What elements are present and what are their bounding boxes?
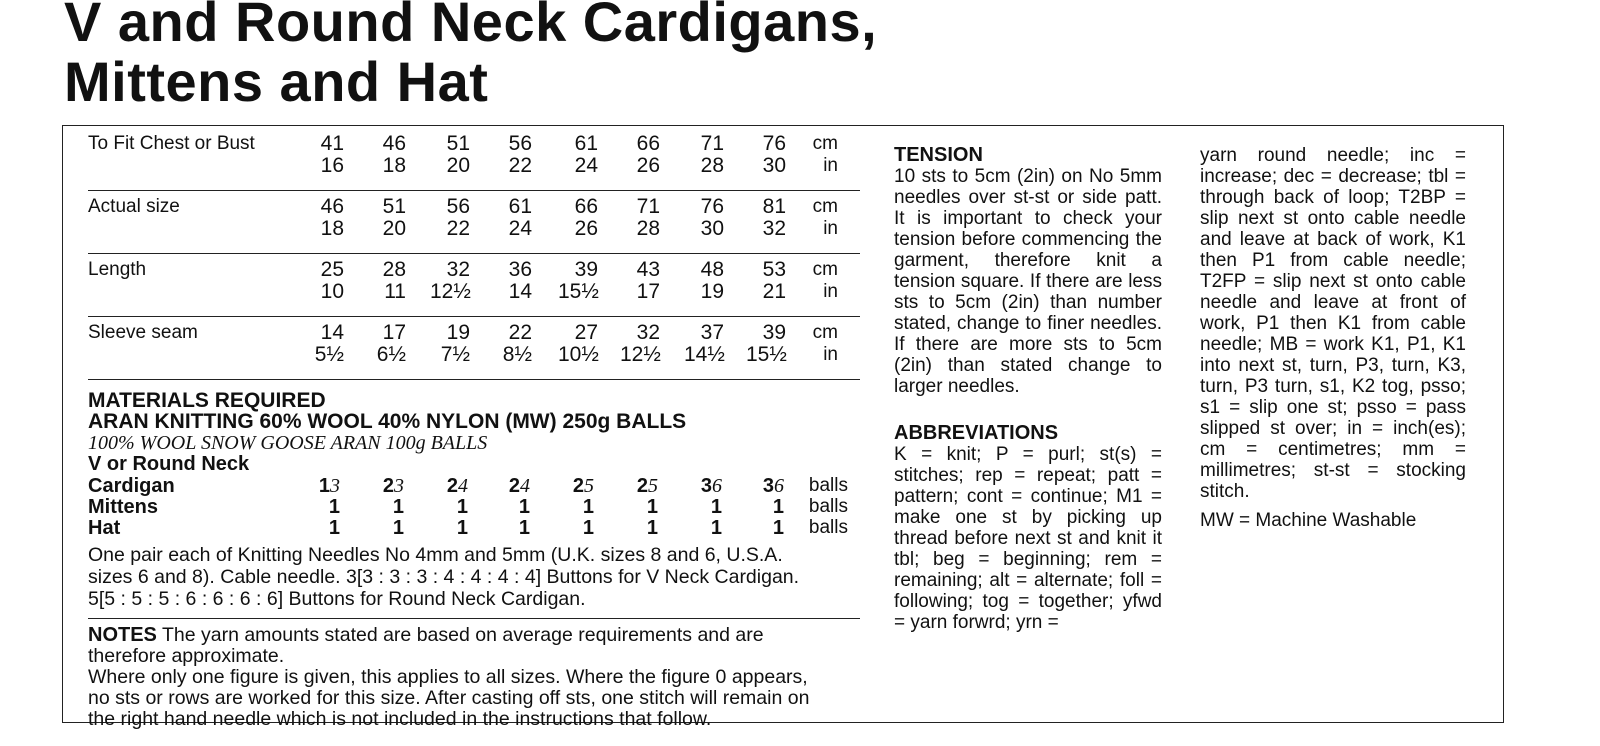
quantity-value [618,496,658,519]
size-value-in: 24 [574,154,598,177]
size-value-in: 5½ [314,343,344,366]
size-value-cm: 81 [762,195,786,218]
size-value-in: 11 [384,280,406,303]
size-value-in: 15½ [746,343,787,366]
quantity-main: 1 [456,496,468,518]
size-value-cm: 46 [382,132,406,155]
size-value-in: 20 [382,217,406,240]
quantity-unit: balls [808,475,848,496]
size-value-cm: 51 [382,195,406,218]
size-value-cm: 32 [446,258,470,281]
quantity-value [618,475,658,498]
size-value-in: 16 [320,154,344,177]
size-value-cm: 27 [574,321,598,344]
quantity-value [428,475,468,498]
size-row [88,254,860,317]
size-value-in: 26 [636,154,660,177]
quantity-main: 1 [582,496,594,518]
quantity-row [88,517,860,538]
quantity-value [618,517,658,540]
quantity-main: 1 [710,496,722,518]
size-value-in: 14½ [684,343,725,366]
quantity-value [364,496,404,519]
quantity-main: 2 [572,475,584,497]
size-value-in: 14 [508,280,532,303]
page-title [64,0,877,112]
quantity-row [88,496,860,517]
sizes-materials-column [88,128,860,730]
quantity-alt: 5 [648,475,658,497]
size-value-in: 26 [574,217,598,240]
quantity-main: 1 [328,517,340,539]
size-row-label: Sleeve seam [88,322,198,343]
quantity-main: 1 [772,517,784,539]
materials-v-round: V or Round Neck [88,453,250,475]
size-value-cm: 19 [446,321,470,344]
size-value-cm: 28 [382,258,406,281]
quantity-value [364,475,404,498]
size-row [88,128,860,191]
quantity-value [428,496,468,519]
size-value-in: 22 [508,154,532,177]
unit-cm: cm [812,133,838,154]
quantity-value [554,475,594,498]
needles-line: sizes 6 and 8). Cable needle. 3[3 : 3 : 3 : 4 : 4 : 4 : 4] Buttons for V Neck Cardigan. [88,566,800,588]
size-value-cm: 56 [508,132,532,155]
quantity-label: Hat [88,517,121,539]
size-value-cm: 61 [574,132,598,155]
size-row-label: Actual size [88,196,180,217]
size-value-cm: 22 [508,321,532,344]
size-value-in: 18 [382,154,406,177]
quantity-unit: balls [808,517,848,538]
quantity-alt: 4 [458,475,468,497]
size-value-in: 28 [700,154,724,177]
quantity-value [682,517,722,540]
abbreviations-continued-text: yarn round needle; inc = increase; dec = decrease; tbl = through back of loop; T2BP = slip next st onto cable needle and leave at back of work, K1 then P1 from cable needle; T2FP = slip next st onto cable needle and leave at front of work, P1 then K1 from cable needle; MB = work K1, P1, K1 into next st, turn, P3, turn, K3, turn, P3 turn, s1, K2 tog, psso; s1 = slip one st; psso = pass slipped st over; in = inch(es); cm = centimetres; mm = millimetres; st-st = stocking stitch. [1200,145,1466,502]
quantity-value [744,496,784,519]
quantity-value [490,517,530,540]
quantity-main: 2 [446,475,458,497]
size-row [88,317,860,380]
machine-washable-note: MW = Machine Washable [1200,510,1417,531]
quantity-alt: 4 [520,475,530,497]
size-value-in: 22 [446,217,470,240]
size-value-cm: 37 [700,321,724,344]
size-value-cm: 51 [446,132,470,155]
size-value-in: 6½ [376,343,406,366]
size-value-cm: 71 [636,195,660,218]
size-value-in: 10 [320,280,344,303]
size-value-in: 20 [446,154,470,177]
size-row [88,191,860,254]
size-value-in: 17 [636,280,660,303]
quantity-value [300,496,340,519]
quantity-main: 1 [318,475,330,497]
size-value-in: 24 [508,217,532,240]
notes-section [88,625,860,730]
unit-in: in [823,281,838,302]
size-value-in: 18 [320,217,344,240]
quantity-value [682,496,722,519]
quantity-alt: 3 [394,475,404,497]
size-value-cm: 66 [574,195,598,218]
size-value-in: 12½ [620,343,661,366]
size-value-cm: 41 [320,132,344,155]
quantity-main: 3 [700,475,712,497]
size-value-cm: 76 [762,132,786,155]
size-value-cm: 66 [636,132,660,155]
quantity-main: 1 [646,517,658,539]
quantity-main: 1 [456,517,468,539]
size-value-in: 30 [700,217,724,240]
quantity-main: 1 [710,517,722,539]
size-value-cm: 53 [762,258,786,281]
size-value-in: 30 [762,154,786,177]
quantity-value [428,517,468,540]
size-value-in: 8½ [502,343,532,366]
size-value-in: 19 [700,280,724,303]
materials-heading: MATERIALS REQUIRED [88,389,326,412]
needles-text [88,544,860,610]
quantity-main: 1 [582,517,594,539]
notes-line: The yarn amounts stated are based on average requirements and are [156,624,764,646]
size-value-in: 32 [762,217,786,240]
quantity-value [554,517,594,540]
quantity-unit: balls [808,496,848,517]
quantity-alt: 6 [774,475,784,497]
abbreviations-continued-column [1200,145,1466,531]
size-value-cm: 17 [382,321,406,344]
size-value-in: 7½ [440,343,470,366]
quantity-label: Cardigan [88,475,175,497]
size-value-cm: 71 [700,132,724,155]
size-value-in: 10½ [558,343,599,366]
quantity-main: 1 [518,496,530,518]
size-value-cm: 39 [762,321,786,344]
divider [88,618,860,619]
unit-cm: cm [812,322,838,343]
unit-in: in [823,155,838,176]
quantity-main: 1 [392,517,404,539]
quantity-value [490,475,530,498]
quantity-value [490,496,530,519]
quantity-main: 1 [328,496,340,518]
size-value-in: 12½ [430,280,471,303]
quantity-alt: 6 [712,475,722,497]
abbreviations-text: K = knit; P = purl; st(s) = stitches; rep = repeat; patt = pattern; cont = continue; M1 = make one st by picking up thread before next st and knit it tbl; beg = beginning; rem = remaining; alt = alternate; foll = following; tog = together; yfwd = yarn forwrd; yrn = [894,444,1162,633]
quantity-alt: 5 [584,475,594,497]
quantity-value [682,475,722,498]
title-line-1: V and Round Neck Cardigans, [64,0,878,53]
size-row-label: To Fit Chest or Bust [88,133,255,154]
quantity-row [88,475,860,496]
quantity-table [88,475,860,538]
quantity-main: 1 [772,496,784,518]
quantity-value [364,517,404,540]
size-value-cm: 56 [446,195,470,218]
quantity-main: 1 [392,496,404,518]
quantity-value [554,496,594,519]
size-value-in: 28 [636,217,660,240]
quantity-main: 2 [636,475,648,497]
notes-line: the right hand needle which is not included in the instructions that follow. [88,708,712,730]
quantity-main: 1 [518,517,530,539]
needles-line: 5[5 : 5 : 5 : 6 : 6 : 6 : 6] Buttons for Round Neck Cardigan. [88,588,586,610]
notes-heading: NOTES [88,624,157,646]
size-value-cm: 43 [636,258,660,281]
unit-in: in [823,344,838,365]
quantity-value [300,517,340,540]
size-value-in: 15½ [558,280,599,303]
unit-in: in [823,218,838,239]
quantity-alt: 3 [330,475,340,497]
notes-line: no sts or rows are worked for this size. After casting off sts, one stitch will remain on [88,687,810,709]
size-table [88,128,860,380]
notes-line: Where only one figure is given, this applies to all sizes. Where the figure 0 appears, [88,666,808,688]
unit-cm: cm [812,259,838,280]
materials-yarn: ARAN KNITTING 60% WOOL 40% NYLON (MW) 250g BALLS [88,410,687,433]
size-value-cm: 46 [320,195,344,218]
unit-cm: cm [812,196,838,217]
quantity-label: Mittens [88,496,158,518]
size-value-in: 21 [762,280,786,303]
tension-heading: TENSION [894,144,983,166]
needles-line: One pair each of Knitting Needles No 4mm and 5mm (U.K. sizes 8 and 6, U.S.A. [88,544,783,566]
size-row-label: Length [88,259,147,280]
quantity-main: 2 [508,475,520,497]
quantity-main: 1 [646,496,658,518]
size-value-cm: 36 [508,258,532,281]
quantity-main: 2 [382,475,394,497]
notes-line: therefore approximate. [88,645,285,667]
quantity-value [744,475,784,498]
size-value-cm: 48 [700,258,724,281]
size-value-cm: 14 [320,321,344,344]
size-value-cm: 25 [320,258,344,281]
title-line-2: Mittens and Hat [64,50,489,113]
size-value-cm: 32 [636,321,660,344]
quantity-value [744,517,784,540]
abbreviations-heading: ABBREVIATIONS [894,422,1059,444]
size-value-cm: 39 [574,258,598,281]
size-value-cm: 61 [508,195,532,218]
tension-column [894,145,1162,633]
size-value-cm: 76 [700,195,724,218]
materials-snow-goose: 100% WOOL SNOW GOOSE ARAN 100g BALLS [88,432,488,454]
quantity-value [300,475,340,498]
tension-text: 10 sts to 5cm (2in) on No 5mm needles over st-st or side patt. It is important to check your tension before commencing the garment, therefore knit a tension square. If there are less sts to 5cm (2in) than number stated, change to finer needles. If there are more sts to 5cm (2in) than stated change to larger needles. [894,166,1162,397]
quantity-main: 3 [762,475,774,497]
